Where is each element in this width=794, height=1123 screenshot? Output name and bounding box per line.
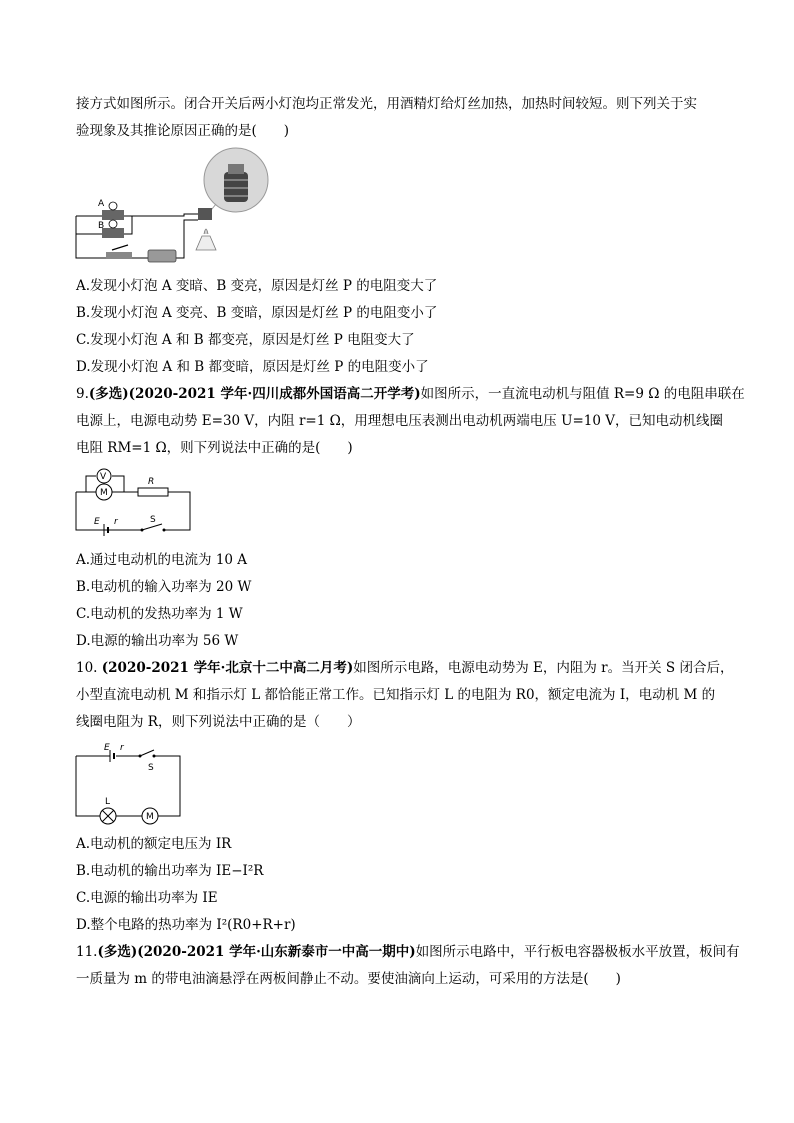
q9-number: 9.: [76, 386, 89, 402]
q9-tag: (多选)(2020-2021 学年·四川成都外国语高二开学考): [88, 386, 421, 402]
q9-label-v: V: [100, 472, 107, 482]
q10-option-a: A.电动机的额定电压为 IR: [76, 836, 232, 852]
q8-option-a: A.发现小灯泡 A 变暗、B 变亮，原因是灯丝 P 的电阻变大了: [76, 278, 438, 294]
q9-stem-line-2: 电源上，电源电动势 E=30 V，内阻 r=1 Ω，用理想电压表测出电动机两端电压 U=10 V，已知电动机线圈: [76, 413, 724, 429]
q9-circuit-figure: [76, 466, 196, 536]
q10-number: 10.: [76, 660, 98, 676]
q9-stem-rest: 如图所示，一直流电动机与阻值 R=9 Ω 的电阻串联在: [420, 386, 745, 402]
q9-label-s: S: [150, 515, 156, 525]
q10-label-s: S: [148, 763, 154, 773]
q11-stem-line-1: [76, 942, 740, 962]
q8-option-b: B.发现小灯泡 A 变亮、B 变暗，原因是灯丝 P 的电阻变小了: [76, 305, 438, 321]
q8-stem-line-1: 接方式如图所示。闭合开关后两小灯泡均正常发光，用酒精灯给灯丝加热，加热时间较短。则下列关于实: [76, 96, 697, 112]
q10-option-c: C.电源的输出功率为 IE: [76, 890, 218, 906]
q9-label-m: M: [100, 488, 108, 498]
q10-option-d: D.整个电路的热功率为 I²(R0+R+r): [76, 917, 296, 933]
q10-tag: (2020-2021 学年·北京十二中高二月考): [101, 660, 354, 676]
q10-stem-line-2: 小型直流电动机 M 和指示灯 L 都恰能正常工作。已知指示灯 L 的电阻为 R0，额定电流为 I，电动机 M 的: [76, 687, 716, 703]
q9-label-r-res: R: [148, 477, 155, 487]
q8-option-d: D.发现小灯泡 A 和 B 都变暗，原因是灯丝 P 的电阻变小了: [76, 359, 429, 375]
q8-label-b: B: [98, 221, 105, 231]
q8-option-c: C.发现小灯泡 A 和 B 都变亮，原因是灯丝 P 电阻变大了: [76, 332, 415, 348]
q11-stem-line-2: 一质量为 m 的带电油滴悬浮在两板间静止不动。要使油滴向上运动，可采用的方法是( ): [76, 971, 621, 987]
q10-option-b: B.电动机的输出功率为 IE−I²R: [76, 863, 264, 879]
q10-circuit-figure: [76, 742, 186, 822]
q8-circuit-figure: [76, 150, 276, 260]
q8-stem-line-2: 验现象及其推论原因正确的是( ): [76, 123, 290, 139]
q9-stem-line-1: [76, 384, 745, 404]
q10-label-l: L: [105, 797, 111, 807]
q9-label-e: E: [94, 517, 100, 527]
q11-stem-rest: 如图所示电路中，平行板电容器极板水平放置，板间有: [415, 944, 740, 960]
q9-option-c: C.电动机的发热功率为 1 W: [76, 606, 243, 622]
q10-label-r-int: r: [120, 743, 124, 753]
q10-stem-rest: 如图所示电路，电源电动势为 E，内阻为 r。当开关 S 闭合后，: [353, 660, 734, 676]
q9-option-b: B.电动机的输入功率为 20 W: [76, 579, 252, 595]
q11-tag: (多选)(2020-2021 学年·山东新泰市一中高一期中): [97, 944, 416, 960]
q9-option-a: A.通过电动机的电流为 10 A: [76, 552, 248, 568]
q10-stem-line-1: [76, 658, 733, 678]
q9-stem-line-3: 电阻 RM=1 Ω，则下列说法中正确的是( ): [76, 440, 353, 456]
q10-stem-line-3: 线圈电阻为 R，则下列说法中正确的是（ ）: [76, 714, 361, 730]
q11-number: 11.: [76, 944, 98, 960]
q8-label-a: A: [98, 199, 105, 209]
q10-label-m: M: [146, 812, 154, 822]
q9-option-d: D.电源的输出功率为 56 W: [76, 633, 239, 649]
q10-label-e: E: [104, 743, 110, 753]
q9-label-r-int: r: [114, 517, 118, 527]
